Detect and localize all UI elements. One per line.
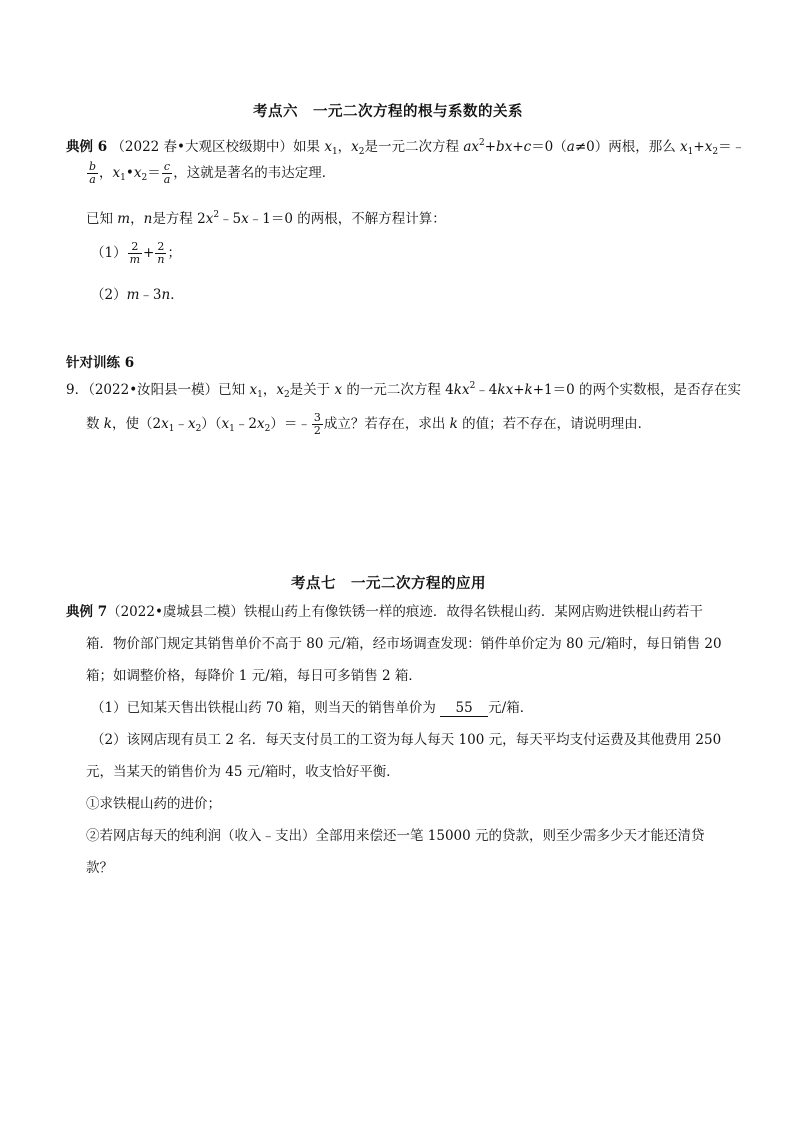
sub: 1 [257, 390, 263, 400]
section6-title: 考点六 一元二次方程的根与系数的关系 [253, 103, 523, 120]
example7-subquestion1: ①求铁棍山药的进价； [86, 796, 221, 812]
example6-source: （2022 春•大观区校级期中） [111, 139, 294, 155]
sub: 1 [168, 424, 175, 434]
text: 9．（2022•汝阳县一模）已知 [66, 382, 250, 398]
var: x [680, 139, 688, 155]
example7-question1 [91, 696, 533, 717]
question-number: （1） [91, 245, 127, 261]
var: x [221, 416, 230, 432]
text: ﹣2 [234, 416, 257, 432]
text: ﹣ [174, 416, 188, 432]
sub: 2 [283, 390, 290, 400]
var: k [449, 416, 458, 432]
denominator: m [129, 253, 141, 266]
question9-line2 [86, 412, 651, 437]
var: m [126, 287, 140, 303]
var: x [351, 139, 359, 155]
example6-question2 [91, 283, 184, 303]
sub: 2 [141, 173, 148, 183]
var: ax [463, 139, 479, 155]
question9-line1 [66, 378, 741, 398]
text: • [125, 165, 134, 181]
denominator: a [89, 173, 96, 186]
sub: 1 [687, 147, 694, 157]
text: ）＝﹣ [270, 416, 311, 432]
denominator: n [157, 253, 165, 266]
example7-question2-line1: （2）该网店现有员工 2 名．每天支付员工的工资为每人每天 100 元，每天平均支付运费及其他费用 250 [91, 732, 722, 748]
denominator: a [163, 173, 171, 186]
text: 已知 [86, 211, 118, 227]
sub: 1 [229, 424, 235, 434]
var: n [143, 211, 153, 227]
var: c [523, 139, 532, 155]
fraction [155, 241, 166, 266]
text: 成立？若存在，求出 [323, 416, 450, 432]
sub: 1 [120, 173, 126, 183]
example7-question2-line2: 元，当某天的销售价为 45 元/箱时，收支恰好平衡． [86, 764, 400, 780]
example7-line1 [66, 600, 703, 620]
question-number: （2） [91, 287, 127, 303]
numerator: c [162, 161, 173, 174]
example7-subquestion2-line1: ②若网店每天的纯利润（收入﹣支出）全部用来偿还一笔 15000 元的贷款，则至少需多少天才能还清贷 [86, 828, 705, 844]
numerator: 2 [155, 241, 166, 254]
var: x [276, 382, 284, 398]
text: 元/箱． [488, 700, 534, 716]
text: ﹣5 [219, 211, 242, 227]
fraction [128, 241, 142, 266]
sub: 2 [358, 147, 365, 157]
example6-label: 典例 6 [66, 139, 108, 155]
var: x [161, 416, 169, 432]
numerator: b [89, 160, 97, 173]
var: a [566, 139, 575, 155]
text: ＝ [147, 165, 161, 181]
text: ，这就是著名的韦达定理． [173, 165, 336, 181]
sup: 2 [479, 138, 485, 148]
sub: 1 [331, 147, 338, 157]
var: x [187, 416, 196, 432]
text: ﹣1＝0 的两根，不解方程计算： [248, 211, 446, 227]
text: ； [167, 245, 181, 261]
answer-blank: 55 [440, 700, 488, 717]
fraction [162, 161, 173, 186]
numerator: 2 [128, 241, 142, 254]
var: x [241, 211, 249, 227]
var: x [324, 139, 332, 155]
training6-label: 针对训练 6 [66, 355, 135, 371]
sup: 2 [469, 381, 476, 391]
example6-line1 [66, 135, 745, 155]
text: ， [130, 211, 144, 227]
text: ， [262, 382, 277, 398]
text: ，使（2 [111, 416, 162, 432]
sub: 2 [195, 424, 202, 434]
sup: 2 [213, 210, 220, 220]
text: 是一元二次方程 [364, 139, 464, 155]
sub: 2 [264, 424, 271, 434]
text: ≠0）两根，那么 [574, 139, 681, 155]
text: ﹣4 [475, 382, 498, 398]
text: ＝﹣ [718, 139, 746, 155]
section7-title: 考点七 一元二次方程的应用 [291, 575, 486, 592]
denominator: 2 [313, 424, 321, 437]
var: x [257, 416, 265, 432]
var: x [112, 165, 121, 181]
fraction [312, 412, 323, 437]
var: x [205, 211, 214, 227]
text: ， [99, 165, 113, 181]
example7-subquestion2-line2: 款？ [86, 860, 113, 876]
text: 的值；若不存在，请说明理由． [457, 416, 652, 432]
var: x [249, 382, 258, 398]
text: + [484, 139, 497, 155]
text: 数 [86, 416, 104, 432]
text: 是关于 [289, 382, 335, 398]
var: x [334, 382, 343, 398]
var: k [103, 416, 112, 432]
example6-question1 [91, 241, 181, 266]
text: ． [170, 287, 184, 303]
text: 如果 [293, 139, 325, 155]
example7-line2: 箱．物价部门规定其销售单价不高于 80 元/箱，经市场调查发现：销件单价定为 80 元/箱时，每日销售 20 [86, 636, 722, 652]
var: kx [497, 382, 514, 398]
text: ， [337, 139, 352, 155]
text: （1）已知某天售出铁棍山药 70 箱，则当天的销售单价为 [91, 700, 441, 716]
text: ＝0（ [531, 139, 567, 155]
text: ）（ [201, 416, 222, 432]
var: x [133, 165, 142, 181]
text: + [143, 245, 155, 261]
var: m [117, 211, 131, 227]
text: （2022•虞城县二模）铁棍山药上有像铁锈一样的痕迹．故得名铁棍山药．某网店购进铁棍山药若干 [107, 604, 703, 620]
text: + [512, 139, 524, 155]
numerator: 3 [313, 411, 321, 424]
fraction [87, 161, 98, 186]
sub: 2 [712, 147, 719, 157]
text: ﹣3 [139, 287, 162, 303]
var: k [524, 382, 533, 398]
var: x [704, 139, 713, 155]
example7-label: 典例 7 [66, 604, 108, 620]
var: kx [453, 382, 470, 398]
text: + [693, 139, 705, 155]
text: + [513, 382, 525, 398]
example6-line3 [86, 207, 446, 227]
var: n [161, 287, 171, 303]
example6-line2 [86, 161, 335, 186]
text: 是方程 2 [152, 211, 206, 227]
text: 的一元二次方程 4 [342, 382, 454, 398]
var: bx [496, 139, 513, 155]
text: +1＝0 的两个实数根，是否存在实 [532, 382, 741, 398]
example7-line3: 箱；如调整价格，每降价 1 元/箱，每日可多销售 2 箱． [86, 668, 422, 684]
